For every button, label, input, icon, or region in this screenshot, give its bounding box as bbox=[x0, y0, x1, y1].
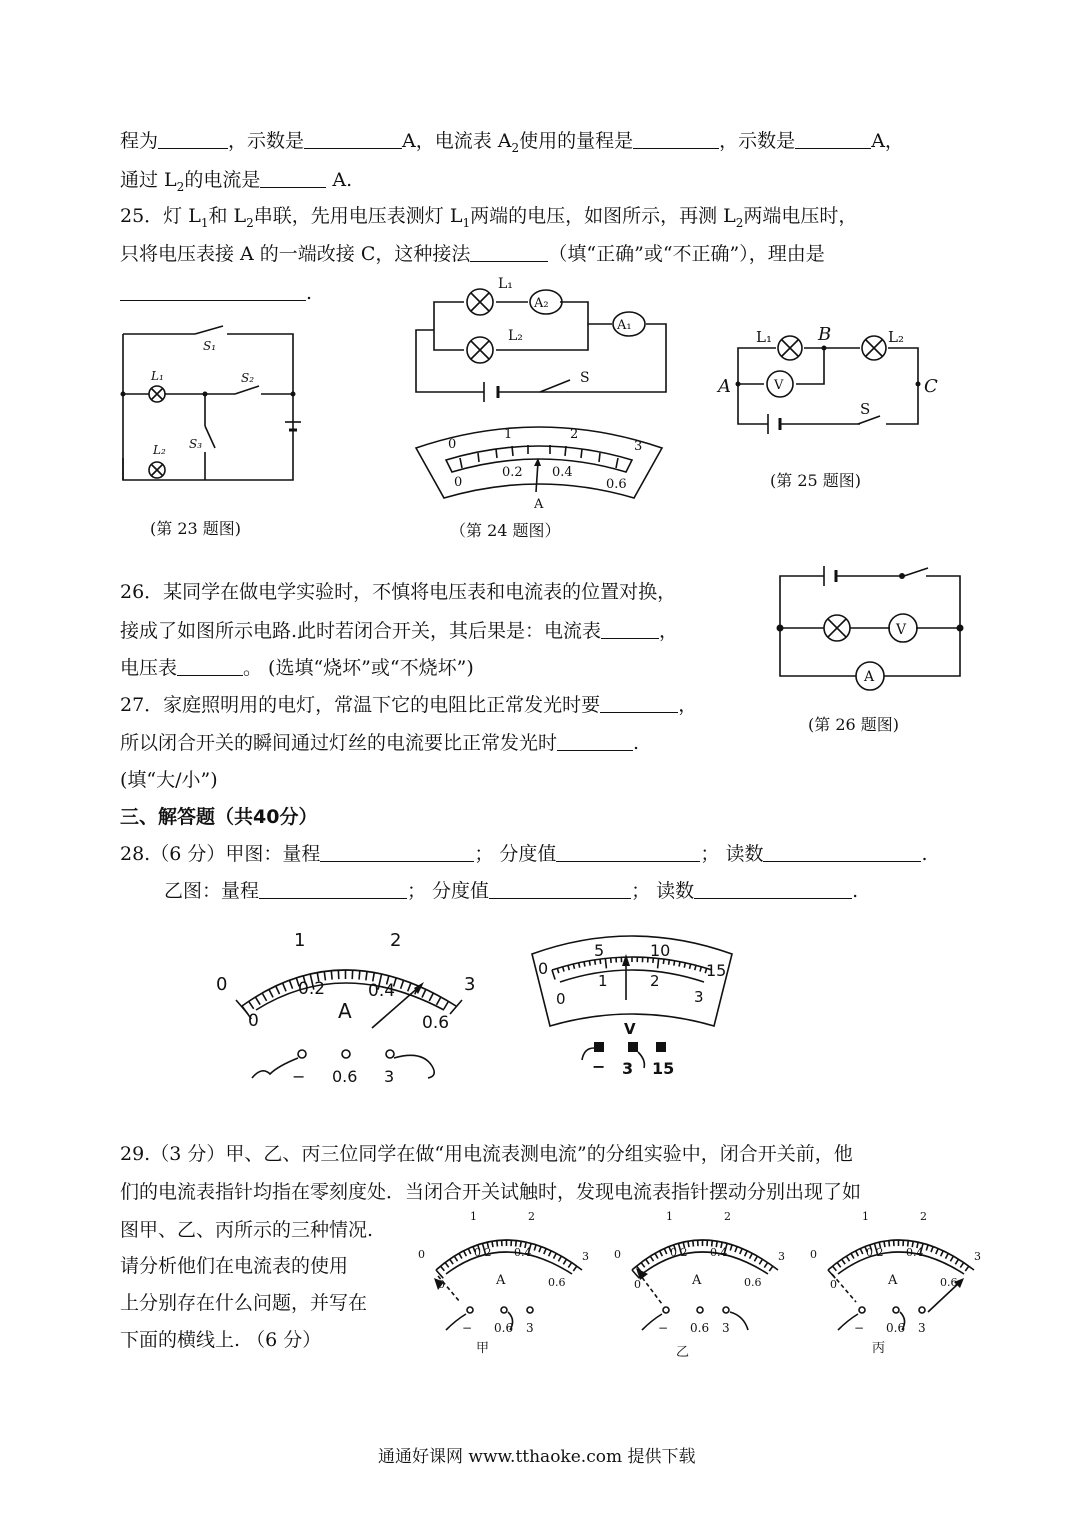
answer-blank[interactable] bbox=[320, 843, 474, 862]
q27-line3: (填“大/小”) bbox=[120, 769, 218, 791]
dial-tick bbox=[544, 1249, 546, 1255]
dial-tick bbox=[690, 964, 691, 969]
terminal-neg: − bbox=[854, 1321, 865, 1335]
answer-blank[interactable] bbox=[304, 130, 402, 149]
label-s: S bbox=[580, 370, 590, 386]
terminal-3: 3 bbox=[722, 1321, 730, 1335]
tick-top-1: 1 bbox=[470, 1210, 477, 1223]
dial-tick bbox=[262, 993, 266, 1001]
meter-label: 甲 bbox=[476, 1341, 490, 1356]
dial-tick bbox=[754, 1256, 757, 1261]
tick-bottom-3: 0.6 bbox=[744, 1276, 762, 1289]
q25-line3 bbox=[120, 281, 312, 305]
terminal-0-6: 0.6 bbox=[494, 1321, 514, 1335]
q24-line1 bbox=[120, 129, 904, 160]
dial-tick bbox=[573, 964, 574, 969]
dial-tick bbox=[889, 1241, 890, 1247]
tick-top-1: 1 bbox=[862, 1210, 869, 1223]
terminal-neg: − bbox=[658, 1321, 669, 1335]
text: . bbox=[306, 282, 313, 304]
text: ， bbox=[659, 620, 679, 642]
tick-bottom-2: 0.4 bbox=[906, 1246, 924, 1259]
dial-tick bbox=[445, 1263, 449, 1268]
dial-tick bbox=[441, 1266, 445, 1271]
dial-tick bbox=[422, 989, 426, 997]
dial-tick bbox=[684, 963, 685, 968]
answer-blank[interactable] bbox=[259, 880, 407, 899]
lamp-l1-icon bbox=[467, 289, 493, 315]
q28-voltmeter-dial bbox=[522, 924, 742, 1084]
terminals bbox=[252, 1050, 434, 1086]
subscript: 2 bbox=[176, 179, 185, 194]
label-a: A bbox=[718, 376, 731, 397]
text: 两端的电压，如图所示，再测 L bbox=[470, 205, 736, 227]
text: 和 L bbox=[208, 205, 247, 227]
tick-top-0: 0 bbox=[614, 1248, 621, 1261]
tick-bottom-3: 0.6 bbox=[606, 477, 627, 492]
figure-24-circuit bbox=[410, 274, 670, 404]
dial-tick bbox=[589, 961, 590, 966]
dial-tick bbox=[553, 1253, 556, 1258]
dial-unit: A bbox=[692, 1273, 702, 1288]
tick-bottom-0: 0 bbox=[248, 1011, 259, 1031]
tick-bottom-1: 0.2 bbox=[502, 465, 523, 480]
dial-tick bbox=[669, 960, 670, 965]
tick-top-1: 1 bbox=[666, 1210, 673, 1223]
meter-label: 乙 bbox=[676, 1345, 690, 1360]
text: ； 分度值 bbox=[407, 880, 490, 902]
text: ，示数是 bbox=[228, 130, 305, 152]
subscript: 1 bbox=[200, 215, 209, 230]
text: 。 (选填“烧坏”或“不烧坏”) bbox=[243, 657, 474, 679]
tick-bottom-3: 0.6 bbox=[422, 1013, 450, 1033]
label-l2: L₂ bbox=[153, 443, 166, 457]
dial-unit: A bbox=[888, 1273, 898, 1288]
text: 的电流是 bbox=[184, 169, 261, 191]
dial-tick bbox=[730, 1245, 732, 1251]
dial-tick bbox=[926, 1245, 928, 1251]
text: 两端电压时， bbox=[743, 205, 858, 227]
figure-26-caption: (第 26 题图) bbox=[808, 715, 900, 734]
tick-top-3: 3 bbox=[634, 439, 643, 454]
label-v: V bbox=[774, 378, 784, 393]
figure-25-circuit bbox=[716, 320, 946, 438]
label-l2: L₂ bbox=[888, 328, 904, 346]
text: A. bbox=[332, 169, 353, 191]
tick-top-2: 2 bbox=[724, 1210, 731, 1223]
dial-tick bbox=[851, 1253, 854, 1258]
text: 程为 bbox=[120, 130, 159, 152]
answer-blank[interactable] bbox=[556, 843, 700, 862]
dial-tick bbox=[955, 1259, 958, 1264]
label-c: C bbox=[924, 376, 938, 397]
dial-tick bbox=[695, 965, 696, 970]
tick-bottom-0: 0 bbox=[634, 1278, 641, 1291]
tick-bottom-1: 0.2 bbox=[670, 1246, 688, 1259]
dial-tick bbox=[464, 1251, 467, 1256]
dial-tick bbox=[283, 983, 286, 991]
dial-tick bbox=[759, 1259, 762, 1264]
ammeter-icon bbox=[856, 662, 884, 690]
tick-bottom-2: 0.4 bbox=[514, 1246, 532, 1259]
lamp-icon bbox=[824, 615, 850, 641]
tick-top-0: 0 bbox=[418, 1248, 425, 1261]
tick-top-1: 1 bbox=[294, 930, 306, 951]
dial-tick bbox=[459, 1253, 462, 1258]
meter-label: 丙 bbox=[872, 1341, 886, 1356]
q25-line1 bbox=[120, 204, 857, 235]
dial-tick bbox=[650, 1256, 653, 1261]
q29-meter-jia bbox=[418, 1206, 598, 1356]
label-a1: A₁ bbox=[617, 318, 632, 333]
dial-tick bbox=[846, 1256, 849, 1261]
dial-tick bbox=[534, 1245, 536, 1251]
lamp-l1-icon bbox=[778, 336, 802, 360]
text: ； 读数 bbox=[700, 843, 764, 865]
tick-bottom-2: 0.4 bbox=[552, 465, 573, 480]
text: 28.（6 分）甲图：量程 bbox=[120, 843, 321, 865]
text: . bbox=[852, 880, 859, 902]
dial-unit: A bbox=[534, 497, 544, 512]
dial-tick bbox=[931, 1247, 933, 1253]
answer-blank[interactable] bbox=[694, 880, 852, 899]
dial-tick bbox=[660, 1251, 663, 1256]
dial-tick bbox=[568, 1263, 571, 1268]
figure-23-circuit bbox=[115, 322, 305, 492]
tick-bottom-0: 0 bbox=[556, 990, 566, 1008]
dial-tick bbox=[740, 1249, 742, 1255]
label-l2: L₂ bbox=[508, 328, 523, 344]
dial-tick bbox=[249, 1001, 254, 1008]
text: ； 分度值 bbox=[474, 843, 557, 865]
dial-tick bbox=[557, 968, 558, 973]
text: . bbox=[633, 732, 640, 754]
tick-bottom-1: 1 bbox=[598, 972, 608, 990]
tick-bottom-2: 2 bbox=[650, 972, 660, 990]
terminal-3: 3 bbox=[384, 1067, 395, 1086]
label-l1: L₁ bbox=[151, 369, 164, 383]
tick-bottom-0: 0 bbox=[830, 1278, 837, 1291]
answer-blank[interactable] bbox=[600, 694, 678, 713]
figure-24-ammeter-dial bbox=[408, 414, 670, 510]
q25-line2 bbox=[120, 242, 825, 266]
q26-line2 bbox=[120, 619, 678, 643]
dial-tick bbox=[408, 983, 411, 991]
answer-blank[interactable] bbox=[557, 732, 633, 751]
label-s3: S₃ bbox=[189, 437, 203, 451]
dial-tick bbox=[655, 1253, 658, 1258]
dial-unit: A bbox=[338, 999, 352, 1023]
label-v: V bbox=[896, 622, 907, 638]
tick-top-2: 2 bbox=[570, 427, 579, 442]
tick-top-0: 0 bbox=[448, 437, 457, 452]
dial-tick bbox=[837, 1263, 841, 1268]
ammeter-a2-icon bbox=[530, 290, 562, 314]
dial-tick bbox=[735, 1247, 737, 1253]
terminal-neg: − bbox=[592, 1057, 606, 1076]
dial-tick bbox=[444, 1001, 449, 1009]
dial-tick bbox=[700, 967, 701, 972]
text: A， bbox=[871, 130, 904, 152]
tick-top-3: 3 bbox=[582, 1250, 589, 1263]
tick-top-1: 1 bbox=[504, 427, 513, 442]
text: 通过 L bbox=[120, 169, 177, 191]
label-s: S bbox=[860, 400, 871, 418]
q29-meter-bing bbox=[810, 1206, 990, 1356]
dial-tick bbox=[539, 1247, 541, 1253]
terminal-neg: − bbox=[462, 1321, 473, 1335]
text: 使用的量程是 bbox=[519, 130, 634, 152]
terminal-0-6: 0.6 bbox=[886, 1321, 906, 1335]
subscript: 1 bbox=[462, 215, 471, 230]
dial-unit: A bbox=[496, 1273, 506, 1288]
dial-tick bbox=[558, 1256, 561, 1261]
dial-tick bbox=[605, 958, 606, 968]
dial-tick bbox=[641, 1263, 645, 1268]
answer-blank[interactable] bbox=[601, 620, 659, 639]
tick-bottom-0: 0 bbox=[454, 475, 463, 490]
tick-top-2: 2 bbox=[528, 1210, 535, 1223]
answer-blank[interactable] bbox=[633, 130, 719, 149]
q29-line5: 上分别存在什么问题，并写在 bbox=[120, 1292, 368, 1314]
tick-bottom-1: 0.2 bbox=[474, 1246, 492, 1259]
text: ，示数是 bbox=[719, 130, 796, 152]
dial-tick bbox=[688, 1241, 689, 1247]
dial-tick bbox=[769, 1266, 773, 1271]
lamp-l2-icon bbox=[467, 337, 493, 363]
dial-tick bbox=[401, 980, 404, 989]
label-s2: S₂ bbox=[241, 371, 255, 385]
dial-tick bbox=[579, 963, 580, 968]
tick-top-0: 0 bbox=[538, 959, 549, 978]
dial-tick bbox=[468, 1249, 470, 1254]
tick-top-2: 10 bbox=[650, 941, 671, 960]
tick-top-3: 3 bbox=[464, 974, 476, 995]
answer-blank[interactable] bbox=[795, 130, 871, 149]
dial-tick bbox=[664, 1249, 666, 1254]
tick-bottom-3: 0.6 bbox=[940, 1276, 958, 1289]
answer-blank[interactable] bbox=[158, 130, 228, 149]
text: 接成了如图所示电路.此时若闭合开关，其后果是：电流表 bbox=[120, 620, 602, 642]
dial-tick bbox=[674, 961, 675, 966]
dial-tick bbox=[860, 1249, 862, 1254]
dial-unit: V bbox=[624, 1020, 636, 1038]
terminal-3: 3 bbox=[622, 1059, 634, 1078]
text: 乙图：量程 bbox=[164, 880, 260, 902]
dial-tick bbox=[549, 1251, 552, 1256]
dial-tick bbox=[884, 1241, 885, 1247]
tick-bottom-1: 0.2 bbox=[298, 979, 326, 999]
dial-tick bbox=[965, 1266, 969, 1271]
dial-tick bbox=[679, 962, 680, 967]
dial-tick bbox=[595, 960, 596, 965]
tick-top-3: 3 bbox=[974, 1250, 981, 1263]
subscript: 2 bbox=[511, 140, 520, 155]
tick-top-1: 5 bbox=[594, 941, 605, 960]
terminals bbox=[582, 1042, 674, 1078]
tick-bottom-2: 0.4 bbox=[710, 1246, 728, 1259]
dial-tick bbox=[552, 970, 555, 980]
text: 所以闭合开关的瞬间通过灯丝的电流要比正常发光时 bbox=[120, 732, 558, 754]
dial-tick bbox=[960, 1263, 963, 1268]
dial-tick bbox=[437, 997, 441, 1005]
tick-bottom-2: 0.4 bbox=[368, 981, 396, 1001]
q28-line1 bbox=[120, 842, 928, 866]
label-l1: L₁ bbox=[756, 328, 772, 346]
text: 只将电压表接 A 的一端改接 C，这种接法 bbox=[120, 243, 471, 265]
terminal-0-6: 0.6 bbox=[690, 1321, 710, 1335]
tick-top-2: 2 bbox=[390, 930, 402, 951]
dial-tick bbox=[842, 1259, 845, 1264]
dial-tick bbox=[269, 989, 273, 997]
dial-tick bbox=[563, 967, 564, 972]
q27-line2 bbox=[120, 731, 639, 755]
terminal-neg: − bbox=[292, 1067, 306, 1086]
lamp-l1-icon bbox=[149, 386, 165, 402]
label-b: B bbox=[818, 324, 832, 345]
answer-blank[interactable] bbox=[120, 282, 306, 301]
tick-top-2: 2 bbox=[920, 1210, 927, 1223]
text: . bbox=[921, 843, 928, 865]
q27-line1 bbox=[120, 693, 697, 717]
figure-23-caption: (第 23 题图) bbox=[150, 519, 242, 538]
dial-tick bbox=[833, 1266, 837, 1271]
answer-blank[interactable] bbox=[260, 169, 326, 188]
answer-blank[interactable] bbox=[489, 880, 631, 899]
dial-tick bbox=[693, 1241, 694, 1247]
text: A，电流表 A bbox=[402, 130, 512, 152]
q29-line4: 请分析他们在电流表的使用 bbox=[120, 1255, 349, 1277]
figure-26-circuit bbox=[772, 560, 972, 694]
dial-tick bbox=[764, 1263, 767, 1268]
dial-tick bbox=[289, 980, 292, 988]
q29-line2: 们的电流表指针均指在零刻度处．当闭合开关试触时，发现电流表指针摆动分别出现了如 bbox=[120, 1181, 862, 1203]
terminal-3: 3 bbox=[526, 1321, 534, 1335]
tick-top-0: 0 bbox=[810, 1248, 817, 1261]
dial-tick bbox=[573, 1266, 577, 1271]
tick-top-3: 3 bbox=[778, 1250, 785, 1263]
dial-tick bbox=[563, 1259, 566, 1264]
dial-tick bbox=[276, 986, 280, 994]
dial-tick bbox=[366, 971, 367, 980]
q29-meter-yi bbox=[614, 1206, 794, 1360]
dial-tick bbox=[584, 962, 585, 967]
subscript: 2 bbox=[735, 215, 744, 230]
dial-tick bbox=[941, 1251, 944, 1256]
tick-bottom-3: 0.6 bbox=[548, 1276, 566, 1289]
lamp-l2-icon bbox=[862, 336, 886, 360]
terminal-0-6: 0.6 bbox=[332, 1067, 358, 1086]
figure-25-caption: (第 25 题图) bbox=[770, 471, 862, 490]
label-l1: L₁ bbox=[498, 276, 513, 292]
subscript: 2 bbox=[246, 215, 254, 230]
text: 电压表 bbox=[120, 657, 178, 679]
q26-line1: 26．某同学在做电学实验时，不慎将电压表和电流表的位置对换， bbox=[120, 581, 677, 603]
q29-line3: 图甲、乙、丙所示的三种情况. bbox=[120, 1219, 374, 1241]
voltmeter-icon bbox=[767, 371, 793, 397]
terminal-3: 3 bbox=[918, 1321, 926, 1335]
dial-tick bbox=[450, 1259, 453, 1264]
dial-tick bbox=[646, 1259, 649, 1264]
voltmeter-icon bbox=[889, 614, 917, 642]
figure-24-caption: （第 24 题图） bbox=[450, 521, 561, 540]
lamp-l2-icon bbox=[149, 462, 165, 478]
dial-tick bbox=[497, 1241, 498, 1247]
terminal-15: 15 bbox=[652, 1059, 675, 1078]
dial-tick bbox=[950, 1256, 953, 1261]
text: （填“正确”或“不正确”），理由是 bbox=[548, 243, 825, 265]
answer-blank[interactable] bbox=[470, 243, 548, 262]
tick-bottom-3: 3 bbox=[694, 988, 704, 1006]
text: 串联，先用电压表测灯 L bbox=[253, 205, 463, 227]
dial-tick bbox=[936, 1249, 938, 1255]
page-footer: 通通好课网 www.tthaoke.com 提供下载 bbox=[378, 1447, 696, 1467]
dial-tick bbox=[492, 1241, 493, 1247]
dial-tick bbox=[945, 1253, 948, 1258]
tick-top-3: 15 bbox=[706, 961, 727, 980]
answer-blank[interactable] bbox=[763, 843, 921, 862]
q26-line3 bbox=[120, 656, 474, 680]
text: ， bbox=[678, 694, 698, 716]
tick-bottom-1: 0.2 bbox=[866, 1246, 884, 1259]
dial-tick bbox=[429, 993, 433, 1001]
q29-line6: 下面的横线上. （6 分） bbox=[120, 1329, 322, 1351]
dial-tick bbox=[359, 971, 360, 980]
dial-tick bbox=[454, 1256, 457, 1261]
ammeter-a1-icon bbox=[613, 312, 645, 336]
dial-tick bbox=[568, 965, 569, 970]
q28-line2 bbox=[164, 879, 858, 903]
dial-tick bbox=[255, 997, 260, 1005]
text: 25．灯 L bbox=[120, 205, 201, 227]
dial-tick bbox=[856, 1251, 859, 1256]
label-a: A bbox=[864, 669, 875, 685]
label-s1: S₁ bbox=[203, 339, 217, 353]
text: 27．家庭照明用的电灯，常温下它的电阻比正常发光时要 bbox=[120, 694, 601, 716]
dial-tick bbox=[745, 1251, 748, 1256]
tick-top-0: 0 bbox=[216, 974, 228, 995]
section-3-title: 三、解答题（共40分） bbox=[120, 806, 318, 828]
q24-line2 bbox=[120, 168, 352, 199]
q29-line1: 29.（3 分）甲、乙、丙三位同学在做“用电流表测电流”的分组实验中，闭合开关前，他 bbox=[120, 1143, 853, 1165]
dial-tick bbox=[331, 971, 332, 980]
q28-ammeter-dial bbox=[212, 926, 492, 1086]
answer-blank[interactable] bbox=[177, 657, 243, 676]
text: ； 读数 bbox=[631, 880, 695, 902]
label-a2: A₂ bbox=[534, 296, 549, 311]
dial-tick bbox=[749, 1253, 752, 1258]
tick-bottom-0: 0 bbox=[438, 1278, 445, 1291]
